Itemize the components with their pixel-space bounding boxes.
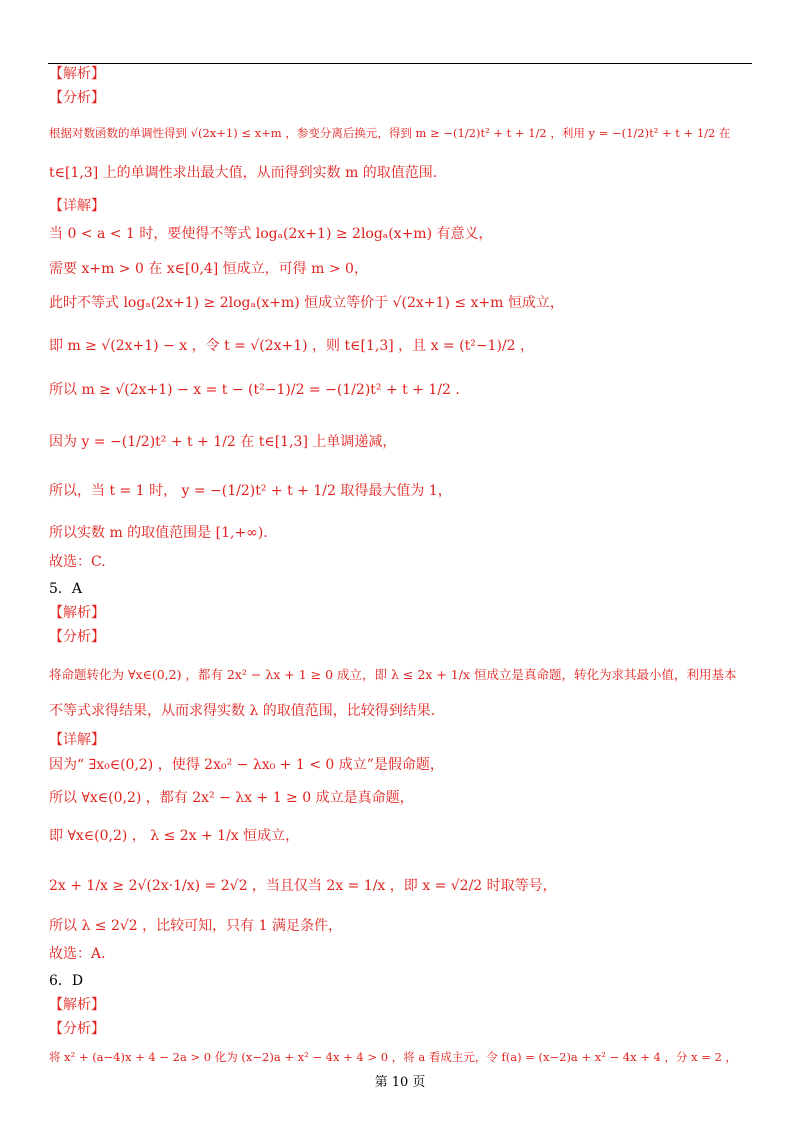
question-number: 6．D (49, 973, 84, 989)
section-heading-fenxi: 【分析】 (49, 90, 105, 106)
text-line: 因为 y = −(1/2)t² + t + 1/2 在 t∈[1,3] 上单调递减， (49, 434, 397, 450)
section-heading-fenxi: 【分析】 (49, 629, 105, 645)
section-heading-fenxi: 【分析】 (49, 1021, 105, 1037)
text-line: 所以 λ ≤ 2√2 ，比较可知，只有 1 满足条件， (49, 918, 342, 934)
text-line: 根据对数函数的单调性得到 √(2x+1) ≤ x+m ，参变分离后换元，得到 m ≥ −(1/2)t² + t + 1/2 ，利用 y = −(1/2)t² + t + 1/2 在 (49, 126, 731, 140)
section-heading-xiangjie: 【详解】 (49, 198, 105, 214)
section-heading-jiexi: 【解析】 (49, 66, 105, 82)
page-number: 第 10 页 (374, 1075, 426, 1090)
top-rule (48, 63, 752, 64)
text-line: 即 ∀x∈(0,2) ， λ ≤ 2x + 1/x 恒成立， (49, 828, 300, 844)
answer-line: 故选：A. (49, 946, 106, 962)
section-heading-xiangjie: 【详解】 (49, 732, 105, 748)
text-line: 当 0 < a < 1 时，要使得不等式 logₐ(2x+1) ≥ 2logₐ(x+m) 有意义， (49, 226, 493, 242)
text-line: 将命题转化为 ∀x∈(0,2) ，都有 2x² − λx + 1 ≥ 0 成立，即 λ ≤ 2x + 1/x 恒成立是真命题，转化为求其最小值，利用基本 (49, 667, 737, 682)
text-line: 即 m ≥ √(2x+1) − x ，令 t = √(2x+1) ，则 t∈[1,3] ，且 x = (t²−1)/2 ， (49, 338, 534, 354)
text-line: t∈[1,3] 上的单调性求出最大值，从而得到实数 m 的取值范围. (49, 165, 438, 181)
text-line: 所以 m ≥ √(2x+1) − x = t − (t²−1)/2 = −(1/2)t² + t + 1/2 . (49, 382, 460, 398)
section-heading-jiexi: 【解析】 (49, 997, 105, 1013)
section-heading-jiexi: 【解析】 (49, 605, 105, 621)
text-line: 此时不等式 logₐ(2x+1) ≥ 2logₐ(x+m) 恒成立等价于 √(2x+1) ≤ x+m 恒成立， (49, 295, 564, 311)
text-line: 2x + 1/x ≥ 2√(2x·1/x) = 2√2 ，当且仅当 2x = 1/x ，即 x = √2/2 时取等号， (49, 878, 557, 894)
text-line: 所以实数 m 的取值范围是 [1,+∞). (49, 525, 268, 541)
text-line: 因为“ ∃x₀∈(0,2) ，使得 2x₀² − λx₀ + 1 < 0 成立”是假命题， (49, 757, 444, 773)
text-line: 不等式求得结果，从而求得实数 λ 的取值范围，比较得到结果. (49, 703, 436, 719)
answer-line: 故选：C. (49, 554, 106, 570)
text-line: 所以 ∀x∈(0,2) ，都有 2x² − λx + 1 ≥ 0 成立是真命题， (49, 790, 414, 806)
text-line: 需要 x+m > 0 在 x∈[0,4] 恒成立，可得 m > 0， (49, 261, 368, 277)
question-number: 5．A (49, 581, 83, 597)
text-line: 将 x² + (a−4)x + 4 − 2a > 0 化为 (x−2)a + x² − 4x + 4 > 0 ，将 a 看成主元，令 f(a) = (x−2)a + x² − 4x + 4 ，分 x = 2 ， (49, 1050, 738, 1064)
text-line: 所以，当 t = 1 时， y = −(1/2)t² + t + 1/2 取得最大值为 1， (49, 483, 452, 499)
